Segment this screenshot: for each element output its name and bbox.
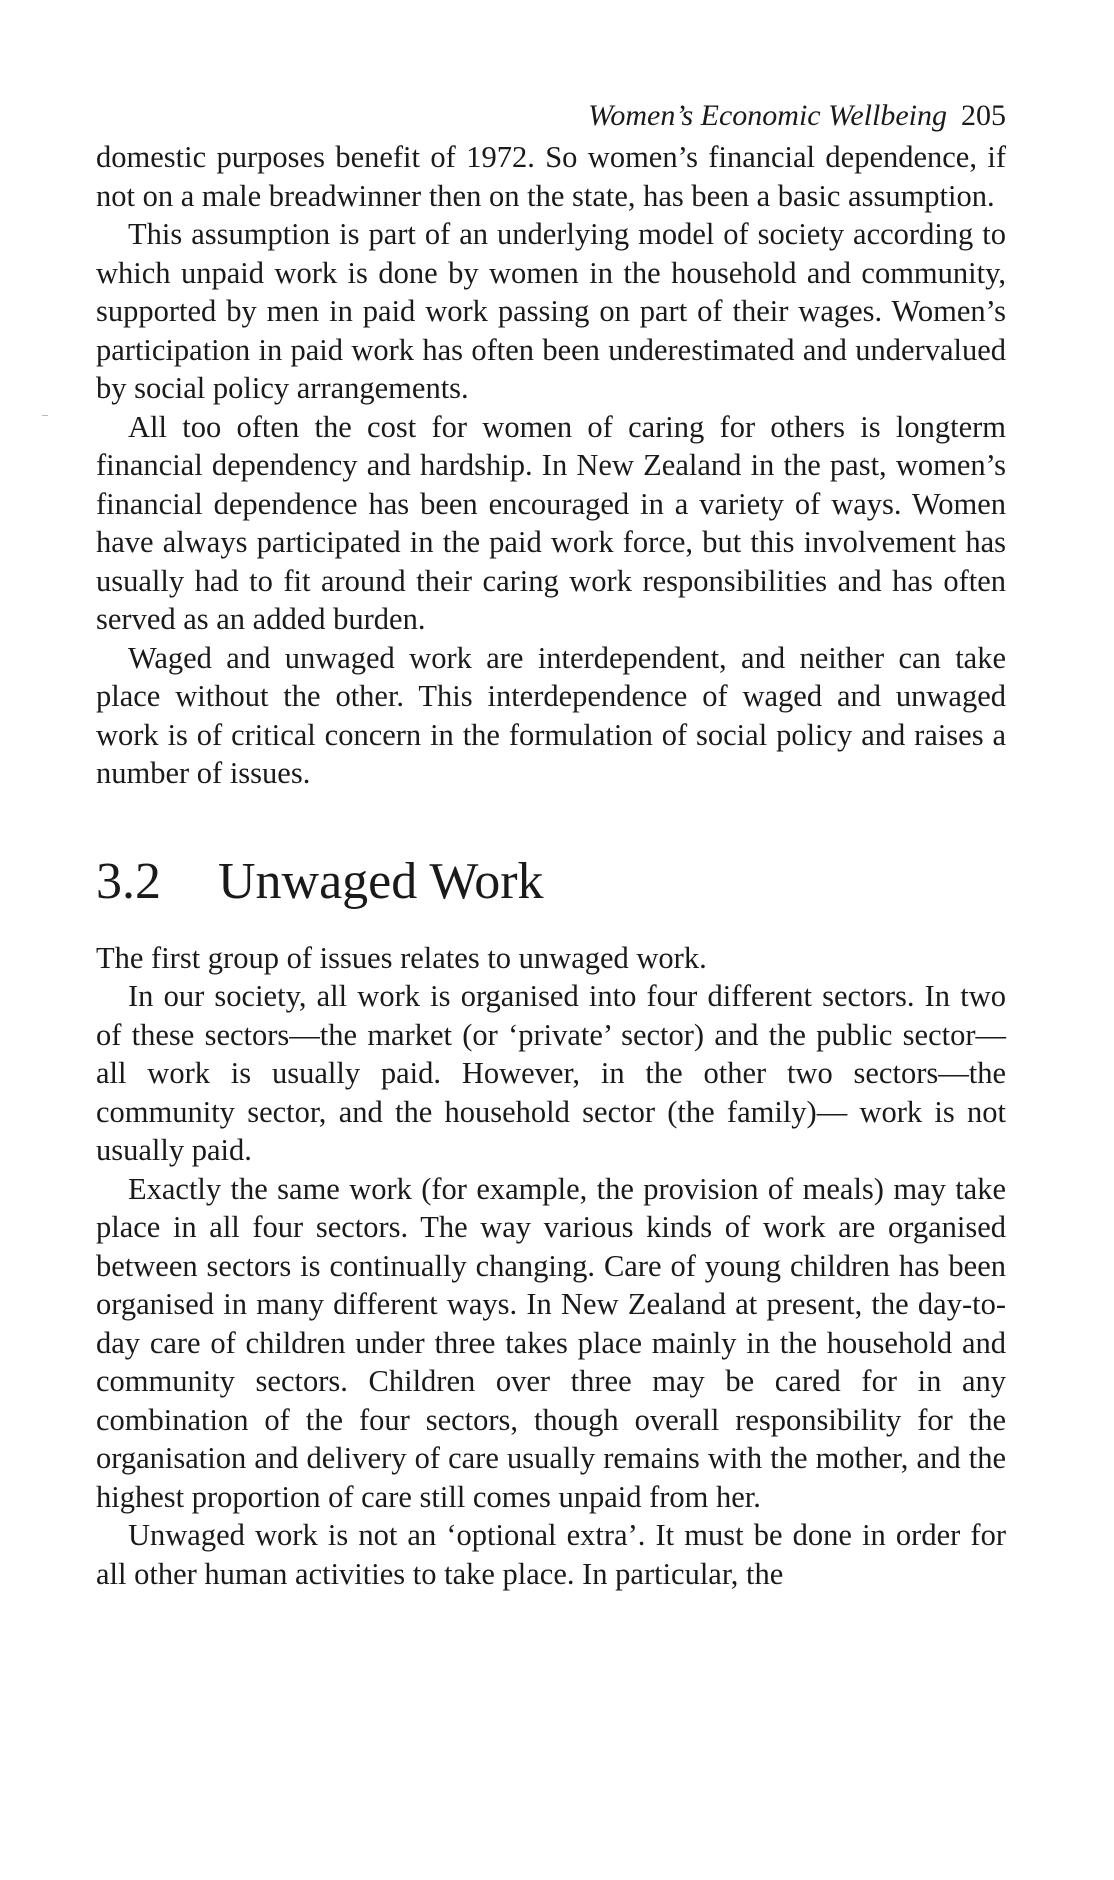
paragraph: In our society, all work is organised into four different sectors. In two of these sectors—the market (or ‘private’ sector) and the public sector—all work is usually paid. However, in the other two sectors—the community sector, and the household sector (the family)— work is not usually paid. bbox=[96, 979, 1006, 1167]
paragraph: This assumption is part of an underlying model of society according to which unpaid work is done by women in the household and community, supported by men in paid work passing on part of their wages. Women’s participation in paid work has often been underestimated and undervalued by social policy arrangements. bbox=[96, 217, 1006, 405]
paragraph: Exactly the same work (for example, the provision of meals) may take place in all four sectors. The way various kinds of work are organised between sectors is continually changing. Care of young children has been organised in many different ways. In New Zealand at present, the day-to-day care of children under three takes place mainly in the household and community sectors. Children over three may be cared for in any combination of the four sectors, though overall responsibility for the organisation and delivery of care usually remains with the mother, and the highest proportion of care still comes unpaid from her. bbox=[96, 1171, 1006, 1514]
paragraph: Waged and unwaged work are interdependent, and neither can take place without the other. This interdependence of waged and unwaged work is of critical concern in the formulation of social policy and raises a number of issues. bbox=[96, 640, 1006, 790]
book-page bbox=[96, 96, 1006, 1796]
body-text-after-section bbox=[96, 939, 1006, 1594]
running-head-title: Women’s Economic Wellbeing bbox=[588, 99, 947, 132]
body-text-before-section bbox=[96, 138, 1006, 793]
section-number: 3.2 bbox=[96, 852, 161, 910]
section-title: Unwaged Work bbox=[218, 852, 544, 910]
running-head bbox=[96, 96, 1006, 136]
paragraph: domestic purposes benefit of 1972. So women’s financial dependence, if not on a male breadwinner then on the state, has been a basic assumption. bbox=[96, 140, 1006, 213]
paragraph: Unwaged work is not an ‘optional extra’. It must be done in order for all other human activities to take place. In particular, the bbox=[96, 1518, 1006, 1591]
margin-mark bbox=[42, 415, 48, 416]
paragraph: The first group of issues relates to unwaged work. bbox=[96, 940, 707, 975]
paragraph: All too often the cost for women of caring for others is longterm financial dependency and hardship. In New Zealand in the past, women’s financial dependence has been encouraged in a variety of ways. Women have always participated in the paid work force, but this involvement has usually had to fit around their caring work responsibilities and has often served as an added burden. bbox=[96, 409, 1006, 636]
page-number: 205 bbox=[961, 99, 1006, 132]
section-heading bbox=[96, 851, 1006, 913]
